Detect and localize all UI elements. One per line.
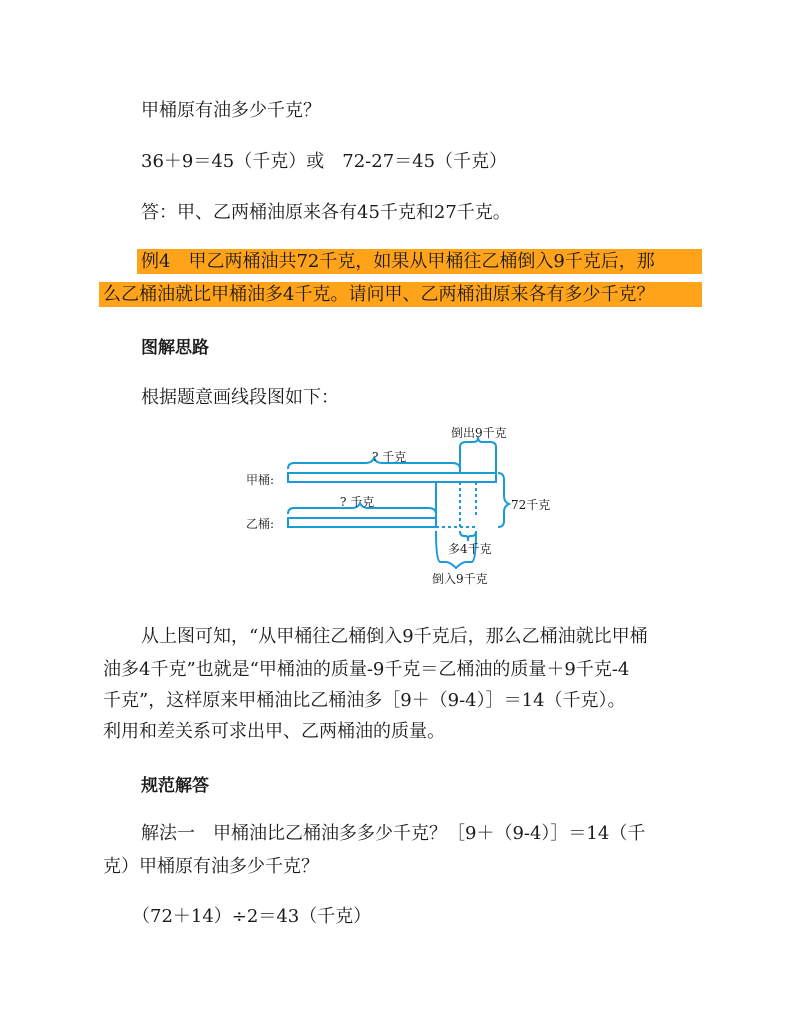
- more-brace: [460, 531, 476, 541]
- text-answer: 答：甲、乙两桶油原来各有45千克和27千克。: [141, 202, 511, 223]
- label-pour-out: 倒出9千克: [451, 426, 507, 440]
- text-analysis-line-1: 从上图可知，“从甲桶往乙桶倒入9千克后，那么乙桶油就比甲桶: [141, 626, 648, 647]
- label-yi-unknown: ? 千克: [340, 495, 375, 509]
- line-segment-diagram: [0, 420, 800, 595]
- jia-bar: [288, 473, 496, 482]
- text-calculation: 36＋9＝45（千克）或 72-27＝45（千克）: [141, 151, 508, 172]
- label-jia: 甲桶:: [246, 473, 275, 487]
- label-more: 多4千克: [448, 542, 492, 556]
- heading-standard-solution: 规范解答: [141, 776, 209, 796]
- example-line-1: 例4 甲乙两桶油共72千克，如果从甲桶往乙桶倒入9千克后，那: [141, 251, 655, 272]
- label-pour-in: 倒入9千克: [432, 572, 488, 586]
- label-yi: 乙桶:: [246, 517, 275, 531]
- text-analysis-line-3: 千克”，这样原来甲桶油比乙桶油多［9＋（9-4）］＝14（千克）。: [103, 690, 626, 711]
- text-question-jia: 甲桶原有油多少千克？: [141, 100, 321, 121]
- label-total: 72千克: [511, 498, 551, 512]
- total-brace: [498, 473, 509, 527]
- text-solution-line-1: 解法一 甲桶油比乙桶油多多少千克？［9＋（9-4）］＝14（千: [141, 823, 646, 844]
- text-solution-calculation: （72＋14）÷2＝43（千克）: [132, 906, 372, 927]
- example-line-2: 么乙桶油就比甲桶油多4千克。请问甲、乙两桶油原来各有多少千克？: [103, 284, 655, 305]
- heading-diagram-idea: 图解思路: [141, 338, 209, 358]
- label-jia-unknown: ? 千克: [372, 450, 407, 464]
- text-diagram-intro: 根据题意画线段图如下：: [141, 387, 339, 408]
- text-analysis-line-2: 油多4千克”也就是“甲桶油的质量-9千克＝乙桶油的质量＋9千克-4: [103, 659, 630, 680]
- text-analysis-line-4: 利用和差关系可求出甲、乙两桶油的质量。: [103, 721, 445, 742]
- yi-bar: [288, 518, 436, 527]
- text-solution-line-2: 克）甲桶原有油多少千克？: [103, 856, 319, 877]
